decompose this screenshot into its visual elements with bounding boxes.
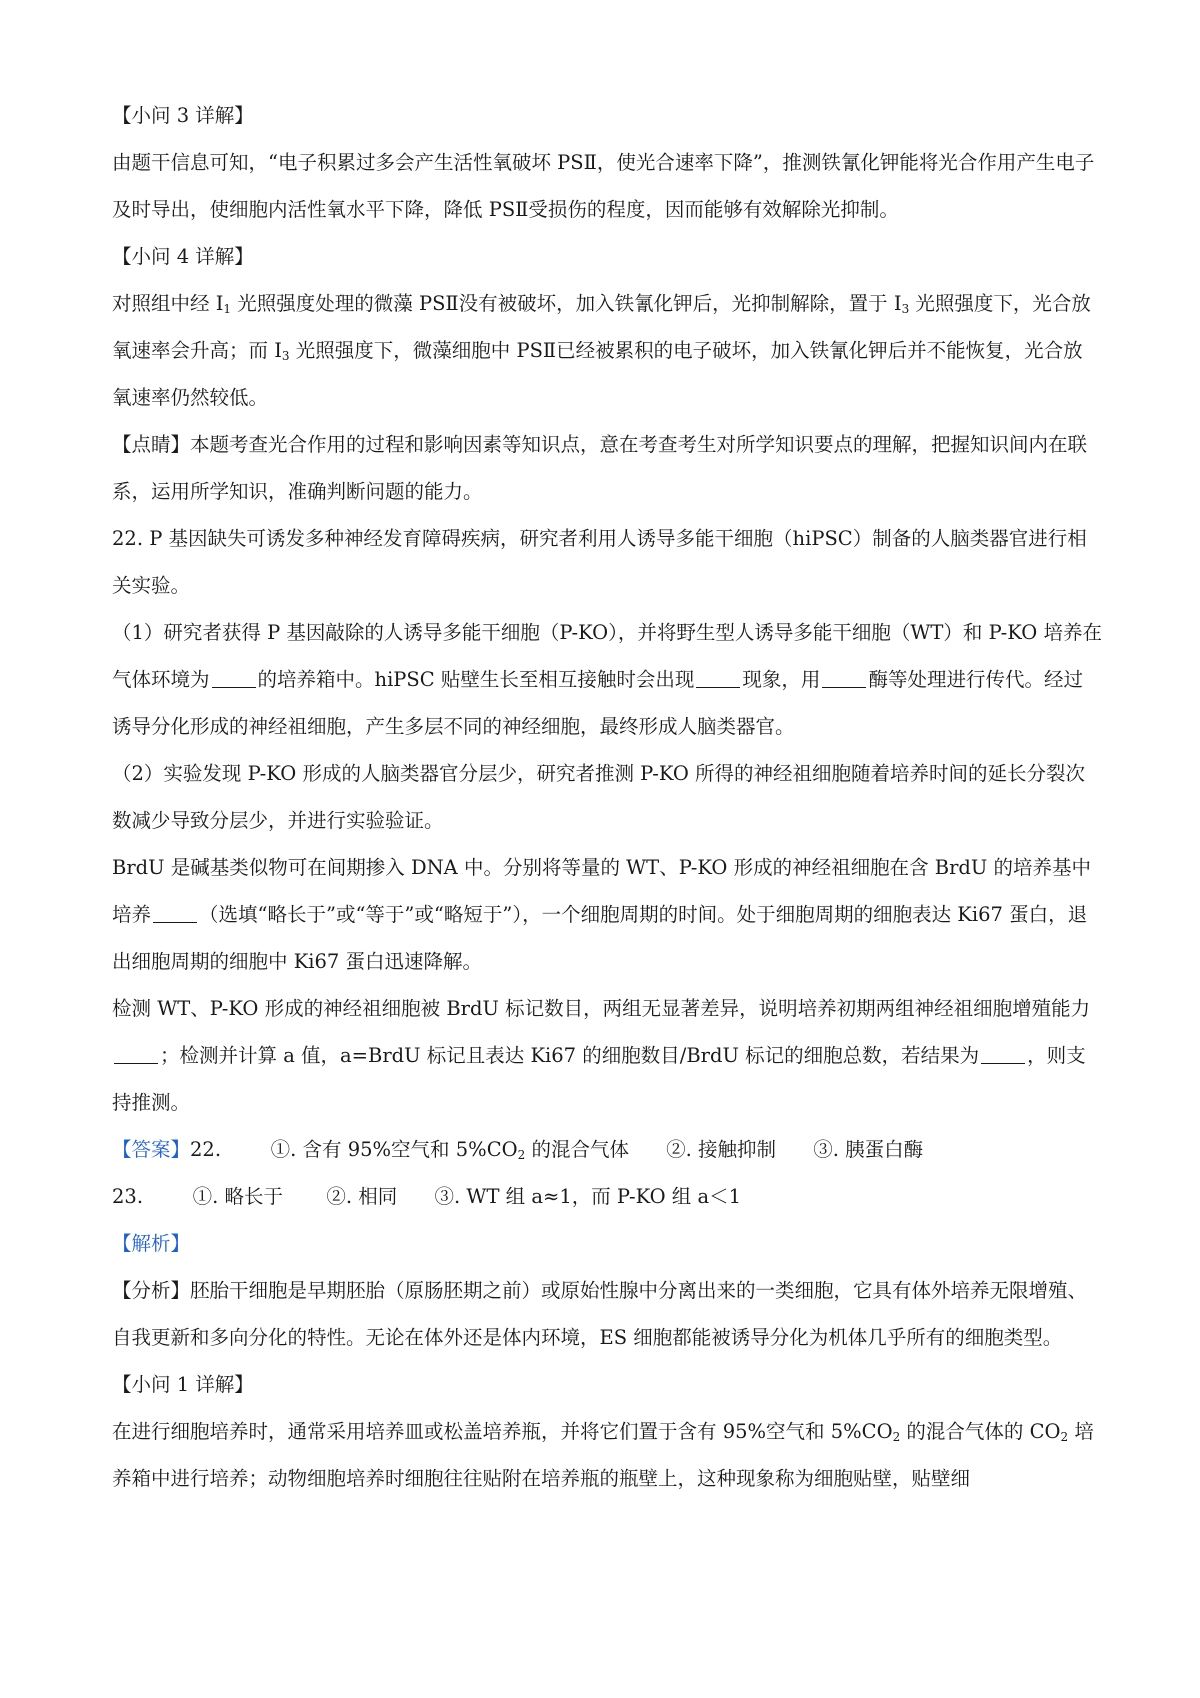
question-22-brdu-paragraph [112,844,1102,985]
analysis-fenxi: 【分析】胚胎干细胞是早期胚胎（原肠胚期之前）或原始性腺中分离出来的一类细胞，它具有体外培养无限增殖、自我更新和多向分化的特性。无论在体外还是体内环境，ES 细胞都能被诱导分化为机体几乎所有的细胞类型。 [112,1279,1088,1349]
answer-22-item-1 [271,1138,629,1161]
q4-subscript-2: 3 [901,302,910,316]
answer-23-item-1: ①. 略长于 [192,1185,284,1208]
answer-num-22: 22. [190,1138,222,1161]
answer-num-23: 23. [112,1185,144,1208]
answer-22-item-2: ②. 接触抑制 [666,1138,777,1161]
answer-22-item-1-tail: 的混合气体 [525,1138,629,1161]
detect-text-a: 检测 WT、P-KO 形成的神经祖细胞被 BrdU 标记数目，两组无显著差异，说明培养初期两组神经祖细胞增殖能力 [112,997,1091,1020]
analysis-q1-body [112,1408,1102,1502]
answer-22-item-1-sub: 2 [517,1148,526,1162]
answer-blank-5 [114,1043,158,1064]
q3-body: 由题干信息可知，“电子积累过多会产生活性氧破坏 PSⅡ，使光合速率下降”，推测铁氰化钾能将光合作用产生电子及时导出，使细胞内活性氧水平下降，降低 PSⅡ受损伤的程度，因而能够有效解除光抑制。 [112,151,1095,221]
q4-body [112,280,1102,421]
question-22-detect-paragraph [112,985,1102,1126]
q1-body-b: 的混合气体的 CO [900,1420,1061,1443]
analysis-q1-header: 【小问 1 详解】 [112,1373,254,1396]
q1-body-a: 在进行细胞培养时，通常采用培养皿或松盖培养瓶，并将它们置于含有 95%空气和 5%CO [112,1420,893,1443]
answer-blank-3 [822,667,866,688]
detect-text-c: ，则支持推测。 [112,1044,1086,1114]
q1-body-c: 培养箱中进行培养；动物细胞培养时细胞往往贴附在培养瓶的瓶壁上，这种现象称为细胞贴壁，贴壁细 [112,1420,1094,1490]
q4-text-c: 光照强度下，光合放氧速率会升高；而 I [112,292,1091,362]
answer-blank-6 [981,1043,1025,1064]
q4-subscript-3: 3 [281,349,290,363]
answer-blank-2 [696,667,740,688]
analysis-label: 【解析】 [112,1232,191,1255]
q4-text-d: 光照强度下，微藻细胞中 PSⅡ已经被累积的电子破坏，加入铁氰化钾后并不能恢复，光合放氧速率仍然较低。 [112,339,1083,409]
q4-header: 【小问 4 详解】 [112,245,254,268]
q1-subscript-2: 2 [1060,1430,1069,1444]
part1-text-d: 酶等处理进行传代。经过诱导分化形成的神经祖细胞，产生多层不同的神经细胞，最终形成人脑类器官。 [112,668,1083,738]
answer-line-2 [112,1173,1102,1220]
part1-text-b: 的培养箱中。hiPSC 贴壁生长至相互接触时会出现 [257,668,695,691]
q3-header: 【小问 3 详解】 [112,104,254,127]
answer-22-item-1-text: ①. 含有 95%空气和 5%CO [270,1138,518,1161]
brdu-text-a: BrdU 是碱基类似物可在间期掺入 DNA 中。分别将等量的 WT、P-KO 形成的神经祖细胞在含 BrdU 的培养基中培养 [112,856,1092,926]
q4-subscript-1: 1 [223,302,232,316]
answer-23-item-2: ②. 相同 [326,1185,398,1208]
part1-text-c: 现象，用 [742,668,821,691]
answer-23-item-3: ③. WT 组 a≈1，而 P-KO 组 a＜1 [434,1185,742,1208]
question-22-part2: （2）实验发现 P-KO 形成的人脑类器官分层少，研究者推测 P-KO 所得的神经祖细胞随着培养时间的延长分裂次数减少导致分层少，并进行实验验证。 [112,762,1086,832]
answer-line-1 [112,1126,1102,1173]
document-page [112,92,1102,1502]
q4-text-b: 光照强度处理的微藻 PSⅡ没有被破坏，加入铁氰化钾后，光抑制解除，置于 I [231,292,902,315]
detect-text-b: ；检测并计算 a 值，a=BrdU 标记且表达 Ki67 的细胞数目/BrdU 标记的细胞总数，若结果为 [160,1044,980,1067]
part1-text-a: （1）研究者获得 P 基因敲除的人诱导多能干细胞（P-KO），并将野生型人诱导多能干细胞（WT）和 P-KO 培养在气体环境为 [112,621,1102,691]
question-22-stem: 22. P 基因缺失可诱发多种神经发育障碍疾病，研究者利用人诱导多能干细胞（hiPSC）制备的人脑类器官进行相关实验。 [112,527,1087,597]
answer-label: 【答案】 [112,1138,191,1161]
answer-blank-1 [212,667,256,688]
answer-22-item-3: ③. 胰蛋白酶 [813,1138,924,1161]
question-22-part1 [112,609,1102,750]
brdu-text-b: （选填“略长于”或“等于”或“略短于”），一个细胞周期的时间。处于细胞周期的细胞表达 Ki67 蛋白，退出细胞周期的细胞中 Ki67 蛋白迅速降解。 [112,903,1088,973]
q4-text-a: 对照组中经 I [112,292,224,315]
answer-blank-4 [153,902,197,923]
dianjing-paragraph: 【点睛】本题考查光合作用的过程和影响因素等知识点，意在考查考生对所学知识要点的理解，把握知识间内在联系，运用所学知识，准确判断问题的能力。 [112,433,1088,503]
q1-subscript-1: 2 [892,1430,901,1444]
